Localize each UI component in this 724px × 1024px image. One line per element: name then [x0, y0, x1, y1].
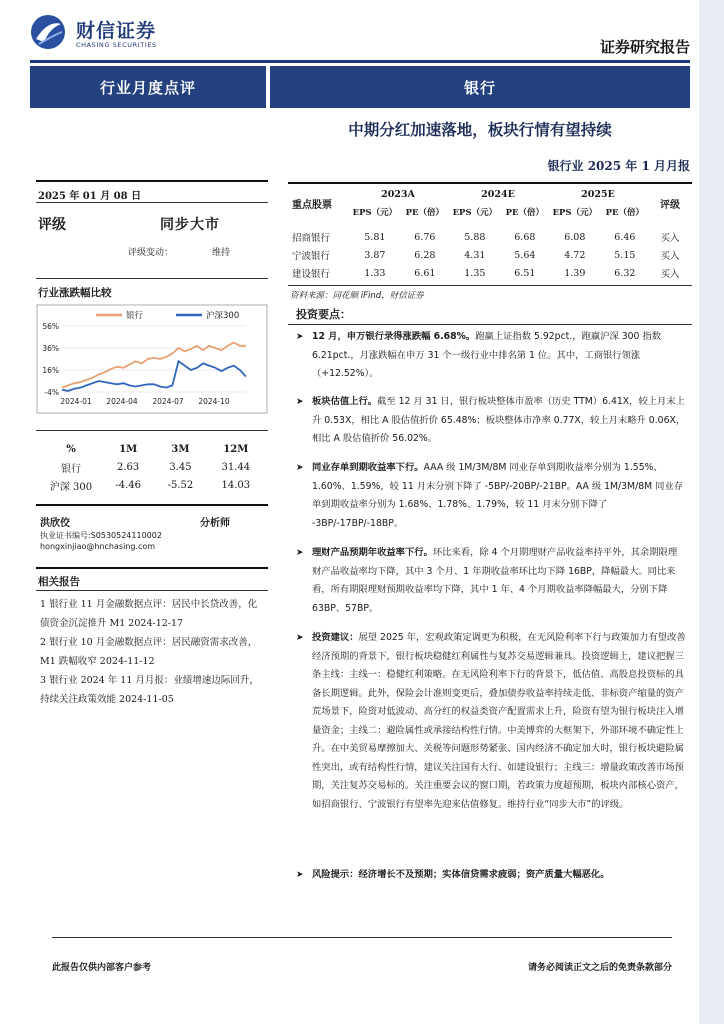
table-cell: 31.44	[221, 461, 251, 473]
table-cell: 1.35	[464, 267, 486, 279]
x-tick-label: 2024-10	[198, 397, 230, 406]
x-tick-label: 2024-01	[60, 397, 92, 406]
table-source: 资料来源：同花顺 iFind，财信证券	[290, 291, 424, 301]
report-date: 2025 年 01 月 08 日	[38, 191, 142, 202]
key-point-text: 跑赢上证指数 5.92pct.，跑赢沪深 300 指数 6.21pct.，月涨跌幅在申万 31 个一级行业中排名第 1 位。其中，工商银行领涨（+12.52%）。	[312, 331, 662, 379]
performance-table	[40, 440, 265, 494]
table-cell: 沪深 300	[49, 481, 93, 493]
arrow-bullet-icon: ➤	[296, 548, 304, 558]
table-header-cell: PE（倍）	[505, 207, 545, 218]
key-point-text: 截至 12 月 31 日，银行板块整体市盈率（历史 TTM）6.41X，较上月末上升 0.53X，相比 A 股估值折价 65.48%；板块整体市净率 0.77X，较上月末略升 0.06X，相比 A 股估值折价 56.02%。	[312, 396, 686, 444]
performance-chart	[36, 304, 268, 414]
page-title: 中期分红加速落地，板块行情有望持续	[348, 120, 612, 139]
chart-title: 行业涨跌幅比较	[38, 287, 112, 299]
table-row	[288, 228, 692, 246]
footer-note: 此报告仅供内部客户参考	[52, 963, 152, 973]
y-tick-label: 36%	[42, 344, 59, 353]
table-cell: 3.45	[169, 461, 192, 473]
rating-change-label: 评级变动：	[128, 248, 174, 258]
stock-name: 宁波银行	[292, 251, 331, 262]
legend-label: 银行	[126, 311, 144, 321]
table-cell: 银行	[61, 463, 81, 475]
series-line-沪深300	[62, 361, 246, 391]
key-point-text: 环比来看，除 4 个月期理财产品收益率持平外，其余期限理财产品收益率均下降，其中 3 个月、1 年期收益率环比均下降 16BP，降幅最大。同比来看，所有期限理财预期收益率均下降，其中 1 年、4 个月期收益率降幅最大，分别下降 63BP、57BP。	[312, 547, 678, 614]
key-point-lead: 理财产品预期年收益率下行。	[312, 547, 433, 558]
key-points-rule	[288, 324, 692, 325]
industry-band: 银行	[270, 66, 690, 108]
risk-warning: 风险提示：经济增长不及预期；实体信贷需求疲弱；资产质量大幅恶化。	[312, 869, 610, 880]
table-header-row	[40, 440, 265, 458]
analyst-rule	[36, 504, 268, 506]
table-header-row	[288, 203, 692, 220]
stock-name: 招商银行	[292, 233, 331, 244]
estimates-bottom-rule	[288, 285, 692, 286]
table-header-cell: PE（倍）	[605, 207, 645, 218]
key-point-item	[296, 629, 686, 814]
table-row	[40, 458, 265, 476]
company-name: 财信证券	[76, 20, 157, 42]
key-point-item	[296, 866, 686, 885]
company-logo-icon	[30, 14, 66, 50]
table-cell: -5.52	[167, 479, 194, 491]
table-header-cell: 评级	[660, 199, 680, 211]
stock-rating: 买入	[660, 251, 680, 262]
stock-rating: 买入	[660, 233, 680, 244]
y-tick-label: 56%	[42, 322, 59, 331]
analyst-name: 洪欣佼	[40, 518, 70, 529]
y-tick-label: 16%	[42, 366, 59, 375]
table-spacer	[288, 220, 692, 228]
key-point-text: AAA 级 1M/3M/8M 同业存单到期收益率分别为 1.55%、1.60%、1.59%，较 11 月末分别下降了 -5BP/-20BP/-21BP。AA 级 1M/3M/8M 同业存单到期收益率分别为 1.68%、1.78%、1.79%，较 11 月末分别下降了 -3BP/-17BP/-18BP。	[312, 462, 683, 529]
table-row	[40, 476, 265, 494]
estimates-table	[288, 186, 692, 282]
table-cell: 6.08	[564, 231, 586, 243]
y-tick-label: -4%	[44, 388, 59, 397]
table-cell: 6.32	[614, 267, 636, 279]
table-cell: -4.46	[115, 479, 141, 491]
table-header-cell: 1M	[119, 443, 138, 455]
table-header-cell: 3M	[171, 443, 190, 455]
table-cell: 1.39	[564, 267, 586, 279]
stock-rating: 买入	[660, 269, 680, 280]
table-header-cell: 2024E	[481, 189, 515, 200]
table-cell: 3.87	[364, 249, 386, 261]
company-name-en: CHASING SECURITIES	[76, 41, 157, 49]
analyst-license: 执业证书编号:S0530524110002	[40, 531, 162, 540]
table-header-cell: 2025E	[581, 189, 615, 200]
table-header-cell: EPS（元）	[452, 207, 498, 218]
table-cell: 4.31	[464, 249, 486, 261]
table-cell: 2.63	[117, 461, 140, 473]
key-point-lead: 投资建议：	[312, 632, 359, 643]
key-point-item	[296, 459, 686, 533]
key-point-lead: 同业存单到期收益率下行。	[312, 462, 424, 473]
table-header-cell: 重点股票	[292, 199, 332, 211]
table-cell: 14.03	[221, 479, 251, 491]
table-cell: 6.61	[414, 267, 436, 279]
key-point-text: 展望 2025 年，宏观政策定调更为积极，在无风险利率下行与政策加力有望改善经济预期的背景下，银行板块稳健红利属性与复苏交易逻辑兼具。投资逻辑上，建议把握三条主线：主线一：稳健红利策略。在无风险利率下行的背景下，低估值、高股息投资标的具备长期逻辑。此外，保险会计准则变更后，叠加债券收益率持续走低、非标资产缩量的资产荒场景下，险资对低波动、高分红的权益类资产配置需求上升，险资有望为银行板块注入增量资金；主线二：避险属性或承接结构性行情。中美博弈的大框架下，外部环境不确定性上升。在中美贸易摩擦加大、关税等问题形势紧张、国内经济不确定加大时，银行板块避险属性突出，或有结构性行情，建议关注国有大行、如建设银行；主线三：增量政策改善市场预期，关注复苏交易标的。关注重要会议的窗口期，若政策力度超预期，板块内部核心资产，如招商银行、宁波银行有望率先迎来估值修复。维持行业“同步大市”的评级。	[312, 632, 686, 810]
related-report-item[interactable]: 2 银行业 10 月金融数据点评：居民融资需求改善，M1 跌幅收窄 2024-11-12	[40, 637, 258, 667]
analyst-role: 分析师	[200, 518, 230, 529]
related-title-rule	[36, 590, 268, 591]
related-rule	[36, 567, 268, 569]
stock-name: 建设银行	[292, 269, 331, 280]
table-cell: 5.81	[364, 231, 386, 243]
table-header-row	[288, 186, 692, 203]
table-row	[288, 246, 692, 264]
header-divider	[30, 60, 690, 63]
table-cell: 1.33	[364, 267, 386, 279]
perf-table-top-rule	[36, 430, 268, 431]
related-reports-title: 相关报告	[38, 576, 80, 588]
x-tick-label: 2024-04	[106, 397, 138, 406]
related-report-item[interactable]: 3 银行业 2024 年 11 月月报：业绩增速边际回升，持续关注政策效能 2024-11-05	[40, 675, 259, 705]
chart-section-rule	[36, 278, 268, 279]
key-point-lead: 12 月，申万银行录得涨跌幅 6.68%。	[312, 331, 476, 342]
footer-rule	[52, 937, 672, 938]
arrow-bullet-icon: ➤	[296, 633, 304, 643]
table-header-cell: 12M	[223, 443, 249, 455]
table-header-cell: EPS（元）	[552, 207, 598, 218]
legend-label: 沪深300	[206, 311, 240, 321]
key-point-item	[296, 544, 686, 618]
analyst-email[interactable]: hongxinjiao@hnchasing.com	[40, 542, 156, 551]
related-report-item[interactable]: 1 银行业 11 月金融数据点评：居民中长贷改善，化债资金沉淀推升 M1 2024-12-17	[40, 599, 258, 629]
estimates-top-rule	[288, 182, 692, 184]
table-cell: 6.76	[414, 231, 436, 243]
table-header-cell: PE（倍）	[405, 207, 445, 218]
key-point-item	[296, 393, 686, 449]
report-category-band: 行业月度点评	[30, 66, 266, 108]
arrow-bullet-icon: ➤	[296, 397, 304, 407]
x-tick-label: 2024-07	[152, 397, 184, 406]
report-subtitle: 银行业 2025 年 1 月月报	[547, 159, 690, 173]
rating-change-value: 维持	[212, 248, 231, 258]
series-line-银行	[62, 343, 246, 388]
table-cell: 6.46	[614, 231, 636, 243]
table-header-cell: 2023A	[381, 189, 415, 200]
rating-value: 同步大市	[160, 217, 220, 233]
table-header-cell: EPS（元）	[352, 207, 398, 218]
report-type: 证券研究报告	[599, 38, 690, 56]
arrow-bullet-icon: ➤	[296, 463, 304, 473]
table-row	[288, 264, 692, 282]
table-cell: 4.72	[564, 249, 586, 261]
arrow-bullet-icon: ➤	[296, 870, 304, 880]
table-cell: 6.51	[514, 267, 536, 279]
side-strip	[699, 0, 724, 1024]
table-cell: 6.68	[514, 231, 536, 243]
table-cell: 5.64	[514, 249, 536, 261]
table-cell: 5.15	[614, 249, 636, 261]
key-point-lead: 板块估值上行。	[312, 396, 378, 407]
rating-label: 评级	[38, 217, 66, 233]
table-cell: 6.28	[414, 249, 436, 261]
table-header-cell: %	[66, 443, 76, 455]
key-point-item	[296, 328, 686, 384]
arrow-bullet-icon: ➤	[296, 332, 304, 342]
table-cell: 5.88	[464, 231, 486, 243]
key-points-title: 投资要点：	[296, 308, 351, 321]
sidebar-top-rule	[36, 180, 268, 182]
date-rule	[36, 202, 268, 203]
footer-disclaimer: 请务必阅读正文之后的免责条款部分	[527, 963, 672, 973]
